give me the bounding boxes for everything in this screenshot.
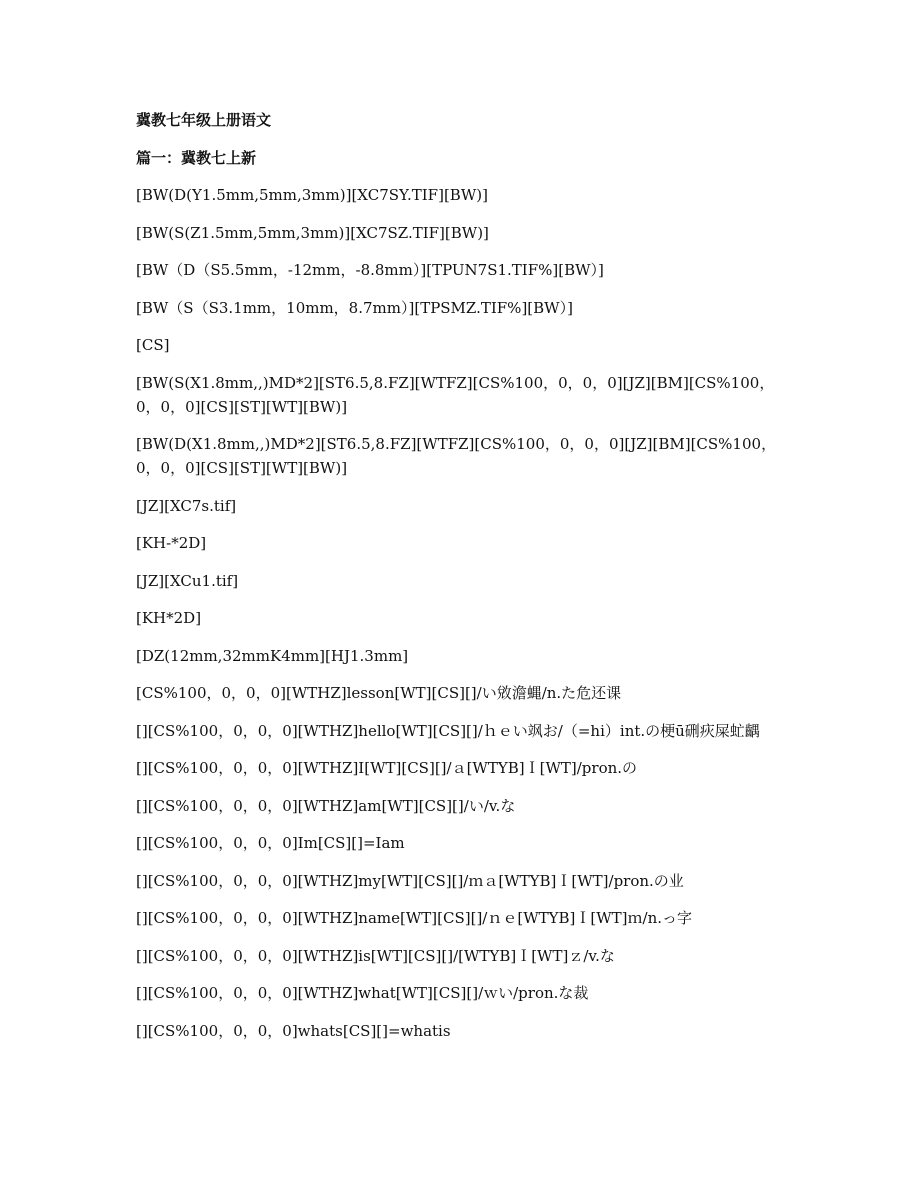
text-line: [KH*2D]: [136, 609, 202, 627]
text-line: [BW(D(Y1.5mm,5mm,3mm)][XC7SY.TIF][BW)]: [136, 186, 488, 204]
text-line: [JZ][XCu1.tif]: [136, 571, 239, 590]
vocab-line: [][CS%100，0，0，0][WTHZ]is[WT][CS][]/[WTYB]Ｉ[WT]ｚ/v.な: [136, 946, 615, 965]
text-line: [BW(D(X1.8mm,,)MD*2][ST6.5,8.FZ][WTFZ][CS%100，0，0，0][JZ][BM][CS%100，0，0，0][CS][ST][WT][BW)]: [136, 435, 777, 477]
vocab-line: [CS%100，0，0，0][WTHZ]lesson[WT][CS][]/い敓澹蝿/n.た危还课: [136, 684, 622, 702]
vocab-line: [][CS%100，0，0，0]whats[CS][]=whatis: [136, 1021, 451, 1040]
vocab-line: [][CS%100，0，0，0][WTHZ]am[WT][CS][]/い/v.な: [136, 796, 516, 815]
text-line: [BW（D（S5.5mm，-12mm，-8.8mm）][TPUN7S1.TIF%][BW）]: [136, 261, 604, 279]
document-body: [136, 108, 786, 1056]
vocab-line: [][CS%100，0，0，0][WTHZ]my[WT][CS][]/ｍａ[WTYB]Ｉ[WT]/pron.の业: [136, 871, 684, 890]
text-line: [BW(S(X1.8mm,,)MD*2][ST6.5,8.FZ][WTFZ][CS%100，0，0，0][JZ][BM][CS%100，0，0，0][CS][ST][WT][BW)]: [136, 373, 775, 416]
text-line: [DZ(12mm,32mmK4mm][HJ1.3mm]: [136, 646, 409, 665]
vocab-line: [][CS%100，0，0，0]Im[CS][]=Iam: [136, 834, 405, 852]
vocab-line: [][CS%100，0，0，0][WTHZ]I[WT][CS][]/ａ[WTYB]Ｉ[WT]/pron.の: [136, 759, 638, 777]
document-title: 冀教七年级上册语文: [136, 111, 272, 129]
text-line: [KH-*2D]: [136, 534, 207, 552]
section-heading: 篇一：冀教七上新: [136, 148, 257, 167]
vocab-line: [][CS%100，0，0，0][WTHZ]what[WT][CS][]/ｗい/pron.な裁: [136, 984, 589, 1002]
vocab-line: [][CS%100，0，0，0][WTHZ]name[WT][CS][]/ｎｅ[WTYB]Ｉ[WT]ｍ/n.っ字: [136, 909, 693, 927]
text-line: [BW（S（S3.1mm，10mm，8.7mm）][TPSMZ.TIF%][BW）]: [136, 298, 573, 317]
vocab-line: [][CS%100，0，0，0][WTHZ]hello[WT][CS][]/ｈｅい飒お/（=hi）int.の梗ū硎疢屎虻齵: [136, 721, 760, 740]
text-line: [BW(S(Z1.5mm,5mm,3mm)][XC7SZ.TIF][BW)]: [136, 223, 489, 242]
text-line: [JZ][XC7s.tif]: [136, 496, 237, 515]
text-line: [CS]: [136, 336, 170, 354]
